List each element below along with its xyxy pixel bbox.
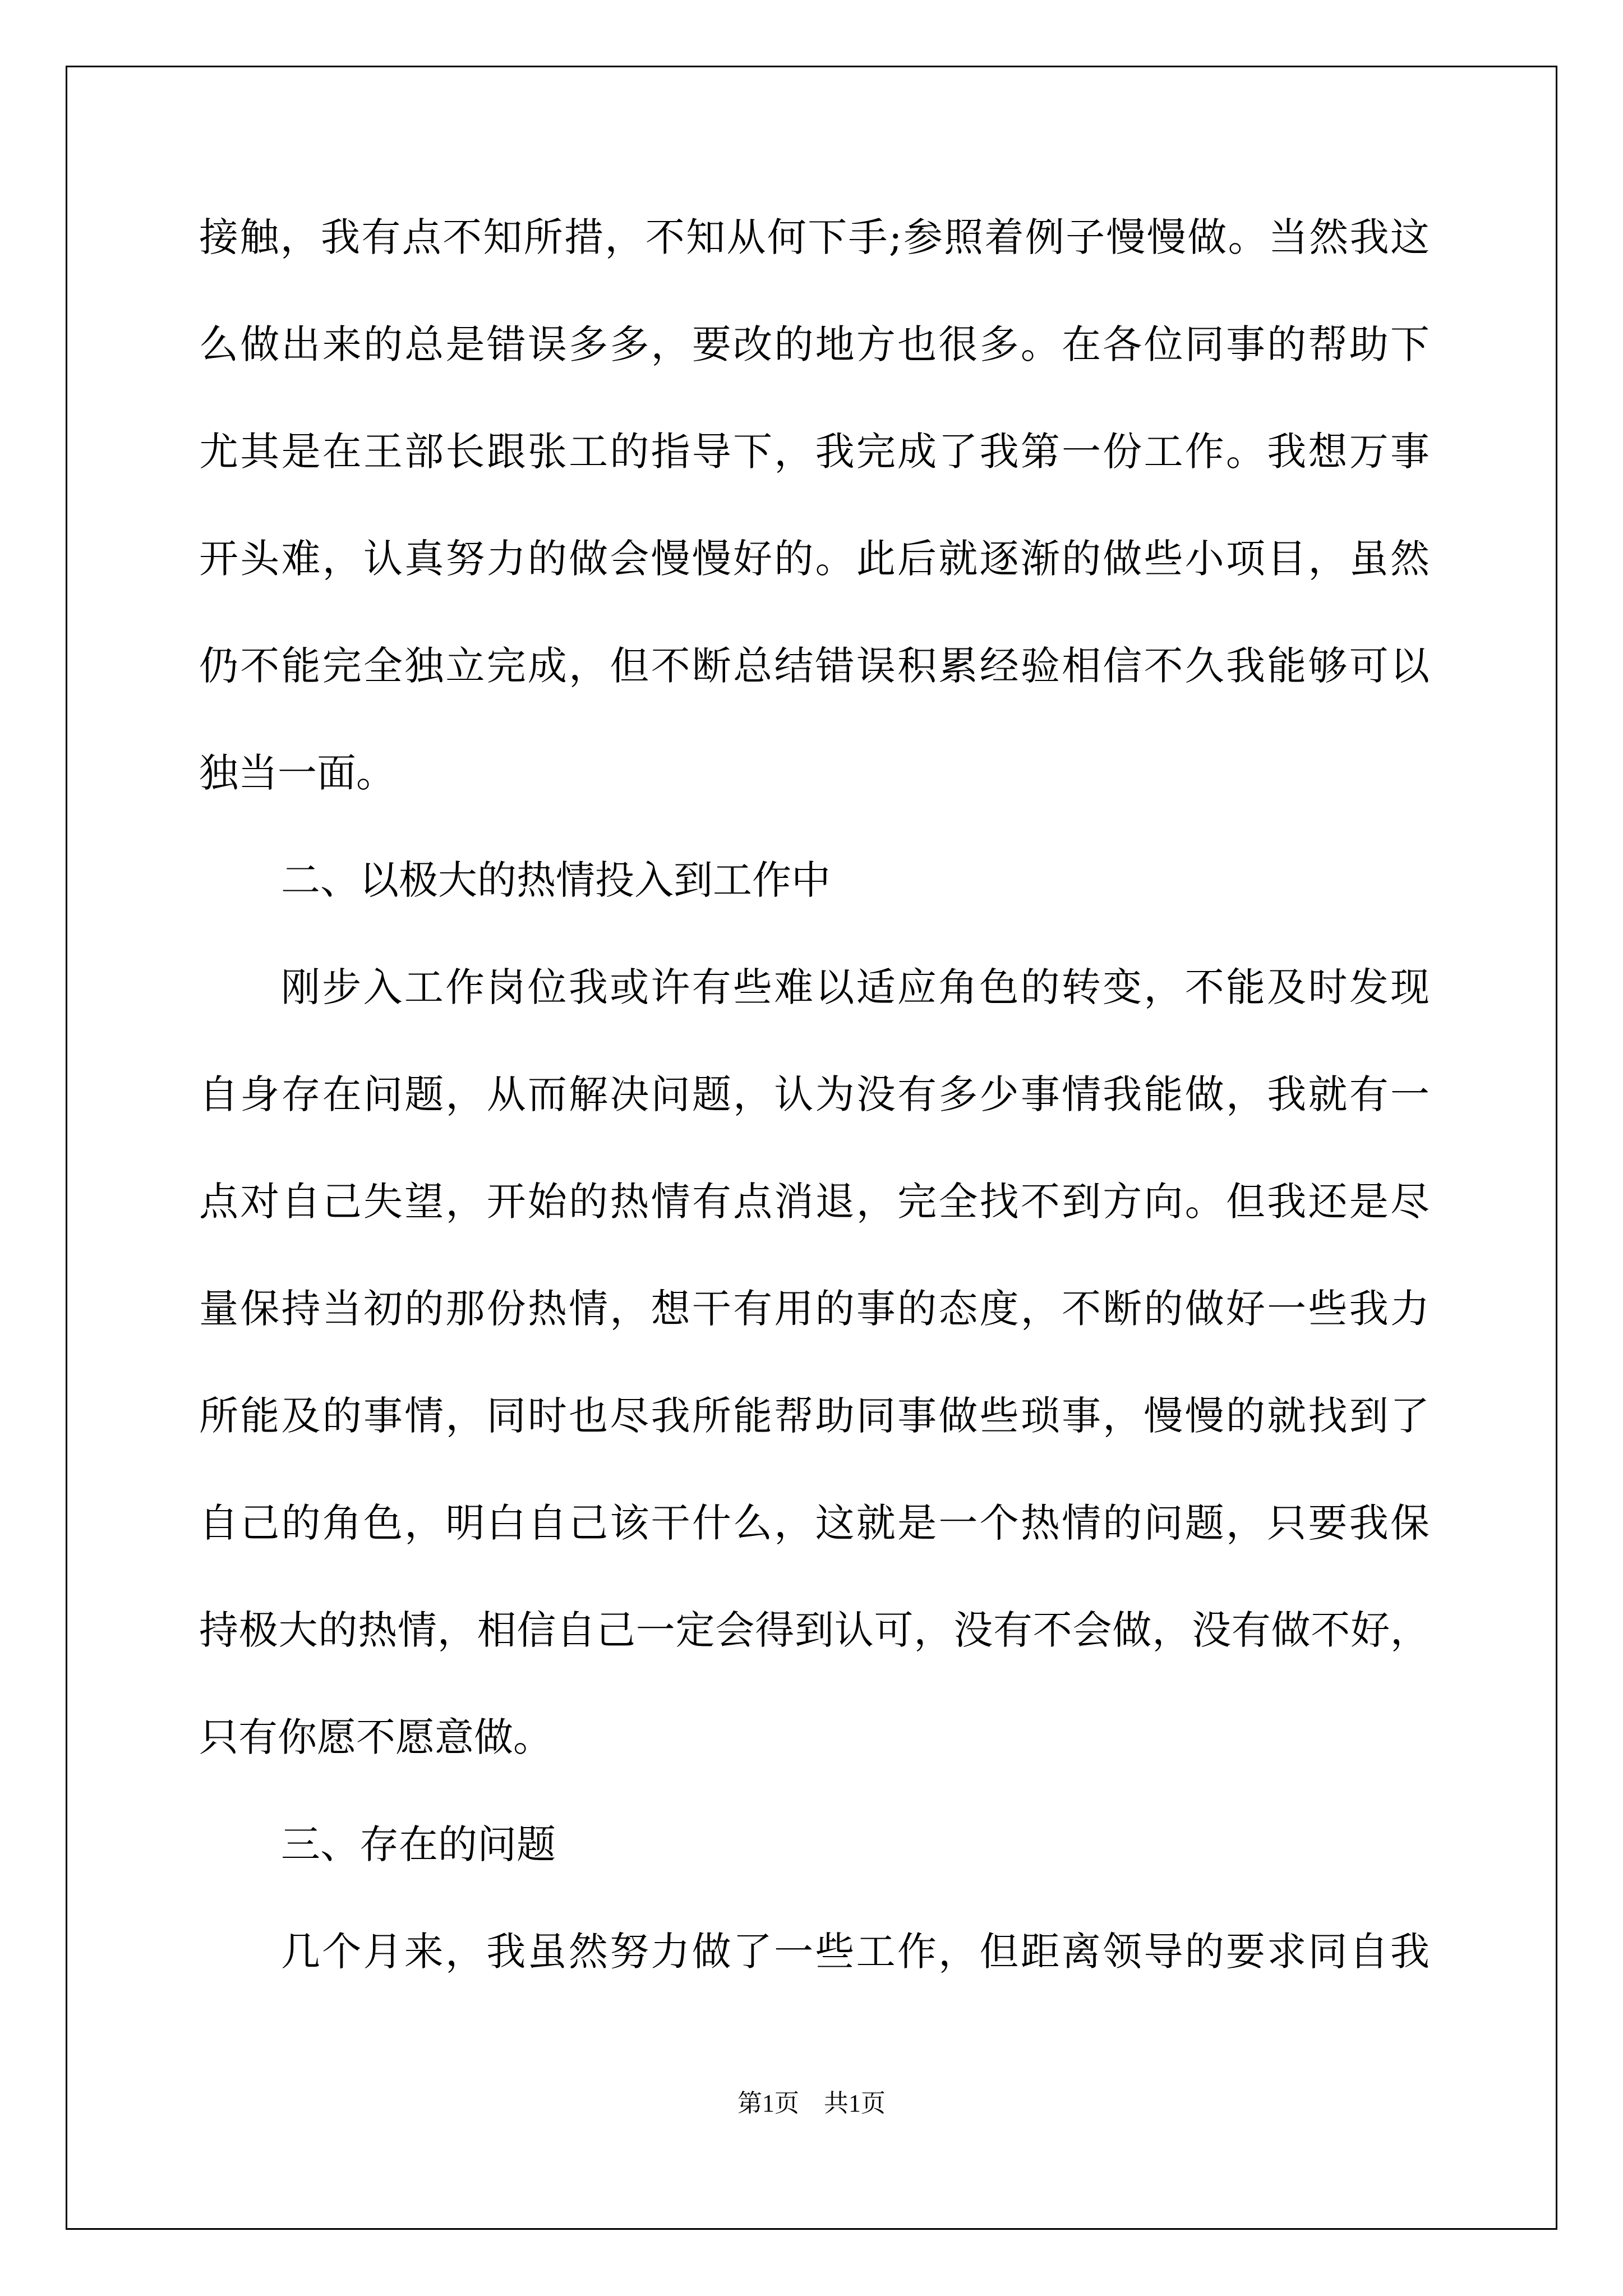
body-line-11: 量保持当初的那份热情，想干有用的事的态度，不断的做好一些我力 [199,1286,1430,1332]
body-line-9: 自身存在问题，从而解决问题，认为没有多少事情我能做，我就有一 [199,1071,1430,1117]
body-line-10: 点对自己失望，开始的热情有点消退，完全找不到方向。但我还是尽 [199,1179,1430,1225]
section-heading-2: 二、以极大的热情投入到工作中 [281,857,831,903]
body-line-8: 刚步入工作岗位我或许有些难以适应角色的转变，不能及时发现 [281,964,1430,1010]
body-line-4: 开头难，认真努力的做会慢慢好的。此后就逐渐的做些小项目，虽然 [199,536,1430,582]
page-footer: 第1页 共1页 [737,2090,886,2117]
body-line-6: 独当一面。 [199,750,395,796]
body-line-2: 么做出来的总是错误多多，要改的地方也很多。在各位同事的帮助下 [199,321,1430,367]
body-line-5: 仍不能完全独立完成，但不断总结错误积累经验相信不久我能够可以 [199,643,1430,689]
section-heading-3: 三、存在的问题 [281,1821,556,1867]
body-line-17: 几个月来，我虽然努力做了一些工作，但距离领导的要求同自我 [281,1929,1430,1975]
body-line-13: 自己的角色，明白自己该干什么，这就是一个热情的问题，只要我保 [199,1500,1430,1546]
body-line-15: 只有你愿不愿意做。 [199,1714,552,1760]
body-line-1: 接触，我有点不知所措，不知从何下手;参照着例子慢慢做。当然我这 [199,214,1430,260]
body-line-12: 所能及的事情，同时也尽我所能帮助同事做些琐事，慢慢的就找到了 [199,1393,1430,1439]
body-line-14: 持极大的热情，相信自己一定会得到认可，没有不会做，没有做不好， [199,1607,1430,1653]
body-line-3: 尤其是在王部长跟张工的指导下，我完成了我第一份工作。我想万事 [199,429,1430,475]
page-border [66,66,1557,2230]
